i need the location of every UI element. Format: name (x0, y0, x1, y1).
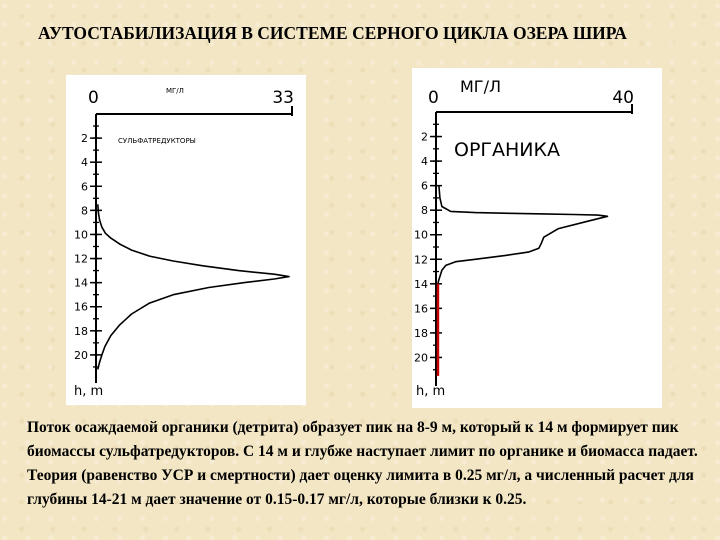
caption-text: Поток осаждаемой органики (детрита) образует пик на 8-9 м, который к 14 м формирует пик биомассы сульфатредукторов. С 14 м и глубже наступает лимит по органике и биомасса падает. Теория (равенство УСР и смертности) дает оценку лимита в 0.25 мг/л, а численный расчет для глубины 14-21 м дает значение от 0.15-0.17 мг/л, которые близки к 0.25. (27, 419, 698, 508)
organics-chart (412, 68, 662, 408)
depth-tick-label: 8 (81, 204, 88, 218)
x-min-label: 0 (428, 88, 439, 108)
series-label: ОРГАНИКА (454, 139, 560, 161)
depth-tick-label: 10 (74, 228, 88, 242)
organics-chart-panel (412, 68, 662, 408)
x-min-label: 0 (88, 88, 99, 108)
depth-tick-label: 2 (81, 132, 88, 146)
depth-tick-label: 12 (414, 253, 428, 267)
organics-profile-line (438, 186, 608, 284)
depth-tick-label: 18 (74, 324, 88, 338)
sulfate-reducers-chart-panel (66, 75, 306, 405)
series-label: СУЛЬФАТРЕДУКТОРЫ (118, 137, 196, 145)
depth-tick-label: 4 (421, 155, 428, 169)
depth-tick-label: 20 (74, 348, 88, 362)
depth-tick-label: 16 (74, 300, 88, 314)
depth-tick-label: 2 (421, 130, 428, 144)
x-max-label: 40 (612, 88, 634, 108)
depth-tick-label: 18 (414, 326, 428, 340)
x-max-label: 33 (272, 88, 294, 108)
depth-tick-label: 8 (421, 204, 428, 218)
sulfate-reducers-chart (66, 75, 306, 405)
depth-tick-label: 4 (81, 156, 88, 170)
unit-label: МГ/Л (166, 87, 184, 95)
depth-tick-label: 16 (414, 302, 428, 316)
y-axis-label: h, m (416, 384, 446, 399)
sulfate-reducers-profile-line (98, 204, 289, 369)
unit-label: МГ/Л (460, 77, 501, 96)
depth-tick-label: 6 (421, 179, 428, 193)
depth-tick-label: 14 (414, 277, 428, 291)
depth-tick-label: 10 (414, 228, 428, 242)
depth-tick-label: 20 (414, 351, 428, 365)
depth-tick-label: 6 (81, 180, 88, 194)
depth-tick-label: 12 (74, 252, 88, 266)
depth-tick-label: 14 (74, 276, 88, 290)
y-axis-label: h, m (74, 384, 104, 399)
page-title: АУТОСТАБИЛИЗАЦИЯ В СИСТЕМЕ СЕРНОГО ЦИКЛА ОЗЕРА ШИРА (38, 23, 627, 43)
